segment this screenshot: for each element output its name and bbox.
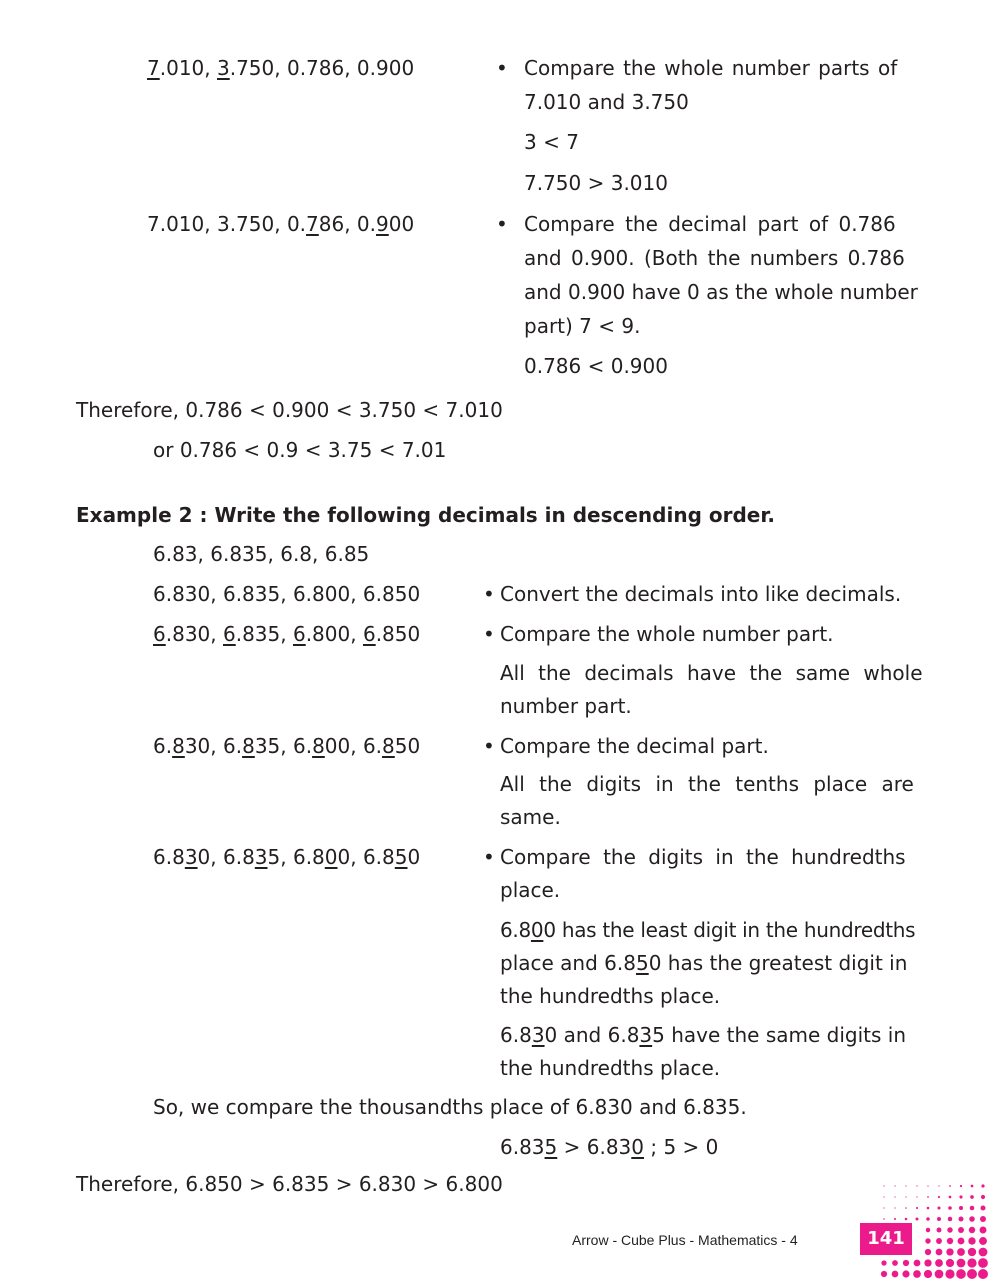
decorative-dot: [947, 1238, 953, 1244]
decorative-dot: [959, 1206, 963, 1210]
therefore-line-1: Therefore, 0.786 < 0.900 < 3.750 < 7.010: [76, 398, 503, 422]
ex2-step3-numbers: 6.830, 6.835, 6.800, 6.850: [153, 734, 421, 758]
example2-title: Example 2 : Write the following decimals in descending order.: [76, 503, 775, 527]
ex2-step4-para5: the hundredths place.: [500, 1056, 721, 1080]
decorative-dot: [905, 1207, 907, 1209]
decorative-dot: [902, 1270, 909, 1277]
ex1-row2-step4: part) 7 < 9.: [524, 314, 641, 338]
bullet: •: [483, 622, 495, 646]
ex2-step2-text1: Compare the whole number part.: [500, 622, 834, 646]
decorative-dot: [958, 1238, 965, 1245]
ex1-row1-step4: 7.750 > 3.010: [524, 171, 668, 195]
ex2-step1-numbers: 6.830, 6.835, 6.800, 6.850: [153, 582, 421, 606]
decorative-dot: [926, 1217, 930, 1221]
ex1-row1-step2: 7.010 and 3.750: [524, 90, 689, 114]
ex2-step1-text: Convert the decimals into like decimals.: [500, 582, 902, 606]
therefore-line-2: Therefore, 6.850 > 6.835 > 6.830 > 6.800: [76, 1172, 503, 1196]
decorative-dot: [925, 1249, 931, 1255]
comparison-line: 6.835 > 6.830 ; 5 > 0: [500, 1135, 719, 1159]
decorative-dot: [969, 1216, 975, 1222]
ex2-step4-para2: place and 6.850 has the greatest digit in: [500, 951, 908, 975]
ex2-step2-numbers: 6.830, 6.835, 6.800, 6.850: [153, 622, 421, 646]
decorative-dot: [948, 1217, 953, 1222]
bullet: •: [496, 212, 508, 236]
decorative-dot: [937, 1206, 940, 1209]
decorative-dot: [948, 1206, 952, 1210]
decorative-dot: [981, 1184, 984, 1187]
decorative-dot: [894, 1218, 896, 1220]
decorative-dot: [960, 1185, 962, 1187]
decorative-dot: [945, 1269, 954, 1278]
ex2-step3-text1: Compare the decimal part.: [500, 734, 769, 758]
decorative-dot: [894, 1207, 895, 1208]
ex2-step4-text1: Compare the digits in the hundredths: [500, 845, 906, 869]
decorative-dot: [913, 1270, 921, 1278]
decorative-dot: [958, 1216, 963, 1221]
decorative-dot: [927, 1196, 929, 1198]
decorative-dot: [978, 1269, 988, 1279]
decorative-dot: [916, 1207, 918, 1209]
decorative-dot: [981, 1195, 985, 1199]
decorative-dot: [970, 1206, 975, 1211]
decorative-dot: [894, 1185, 895, 1186]
decorative-dot: [927, 1207, 930, 1210]
decorative-dot: [883, 1207, 884, 1208]
bullet: •: [496, 56, 508, 80]
decorative-dot: [915, 1217, 918, 1220]
decorative-dot: [905, 1196, 906, 1197]
bullet: •: [483, 845, 495, 869]
decorative-dot: [947, 1227, 952, 1232]
decorative-dot: [949, 1196, 952, 1199]
decorative-dot: [935, 1259, 943, 1267]
decorative-dot: [883, 1185, 884, 1186]
decorative-dot: [979, 1248, 988, 1257]
decorative-dot: [946, 1259, 954, 1267]
ex2-step4-para3: the hundredths place.: [500, 984, 721, 1008]
decorative-dot: [881, 1260, 886, 1265]
ex1-row1-step3: 3 < 7: [524, 130, 579, 154]
decorative-dot: [956, 1269, 966, 1279]
decorative-dot: [883, 1196, 884, 1197]
ex2-step2-text3: number part.: [500, 694, 632, 718]
ex1-row2-step3: and 0.900 have 0 as the whole number: [524, 280, 918, 304]
decorative-dot: [980, 1205, 985, 1210]
decorative-dot: [980, 1227, 987, 1234]
decorative-dot: [959, 1195, 962, 1198]
decorative-dot: [938, 1196, 940, 1198]
decorative-dot: [924, 1270, 932, 1278]
ex2-step3-text2: All the digits in the tenths place are: [500, 772, 914, 796]
decorative-dot: [958, 1227, 964, 1233]
decorative-dot: [979, 1237, 987, 1245]
decorative-dot: [881, 1271, 887, 1277]
decorative-dot: [892, 1260, 898, 1266]
decorative-dot: [925, 1238, 930, 1243]
decorative-dot: [914, 1260, 921, 1267]
decorative-dot: [927, 1185, 928, 1186]
ex2-step4-numbers: 6.830, 6.835, 6.800, 6.850: [153, 845, 421, 869]
decorative-dot: [905, 1218, 908, 1221]
ex1-row2-step5: 0.786 < 0.900: [524, 354, 668, 378]
ex1-row2-numbers: 7.010, 3.750, 0.786, 0.900: [147, 212, 415, 236]
page-number-badge: 141: [860, 1223, 912, 1255]
decorative-dot: [957, 1248, 965, 1256]
decorative-dot: [937, 1228, 942, 1233]
example2-given: 6.83, 6.835, 6.8, 6.85: [153, 542, 370, 566]
so-line: So, we compare the thousandths place of 6.830 and 6.835.: [153, 1095, 747, 1119]
decorative-dot: [936, 1238, 942, 1244]
decorative-dot: [967, 1269, 977, 1279]
ex1-row2-step2: and 0.900. (Both the numbers 0.786: [524, 246, 905, 270]
decorative-dot: [924, 1259, 931, 1266]
decorative-dot: [916, 1185, 917, 1186]
decorative-dot: [967, 1258, 976, 1267]
ex2-step4-text2: place.: [500, 878, 561, 902]
ex1-row1-numbers: 7.010, 3.750, 0.786, 0.900: [147, 56, 415, 80]
bullet: •: [483, 734, 495, 758]
decorative-dot: [926, 1228, 930, 1232]
ex1-row2-step1: Compare the decimal part of 0.786: [524, 212, 896, 236]
decorative-dot: [970, 1195, 974, 1199]
decorative-dot: [883, 1218, 885, 1220]
decorative-dot: [969, 1227, 975, 1233]
decorative-dot: [903, 1260, 909, 1266]
decorative-dot: [971, 1185, 974, 1188]
decorative-dot: [936, 1249, 943, 1256]
decorative-dot: [894, 1196, 895, 1197]
decorative-dot: [968, 1237, 975, 1244]
bullet: •: [483, 582, 495, 606]
ex2-step4-para4: 6.830 and 6.835 have the same digits in: [500, 1023, 907, 1047]
decorative-dot: [935, 1270, 944, 1279]
ex2-step2-text2: All the decimals have the same whole: [500, 661, 923, 685]
footer-book-title: Arrow - Cube Plus - Mathematics - 4: [572, 1232, 798, 1248]
decorative-dot: [980, 1216, 986, 1222]
decorative-dot: [892, 1271, 899, 1278]
ex2-step4-para1: 6.800 has the least digit in the hundredths: [500, 918, 916, 942]
decorative-dot: [937, 1217, 941, 1221]
ex2-step3-text3: same.: [500, 805, 561, 829]
decorative-dot: [978, 1258, 988, 1268]
ex1-row1-step1: Compare the whole number parts of: [524, 56, 898, 80]
decorative-dot-pattern-icon: [878, 1180, 989, 1280]
decorative-dot: [949, 1185, 951, 1187]
or-line: or 0.786 < 0.9 < 3.75 < 7.01: [153, 438, 447, 462]
decorative-dot: [905, 1185, 906, 1186]
decorative-dot: [946, 1248, 953, 1255]
decorative-dot: [957, 1259, 966, 1268]
decorative-dot: [938, 1185, 939, 1186]
decorative-dot: [916, 1196, 917, 1197]
decorative-dot: [968, 1248, 976, 1256]
